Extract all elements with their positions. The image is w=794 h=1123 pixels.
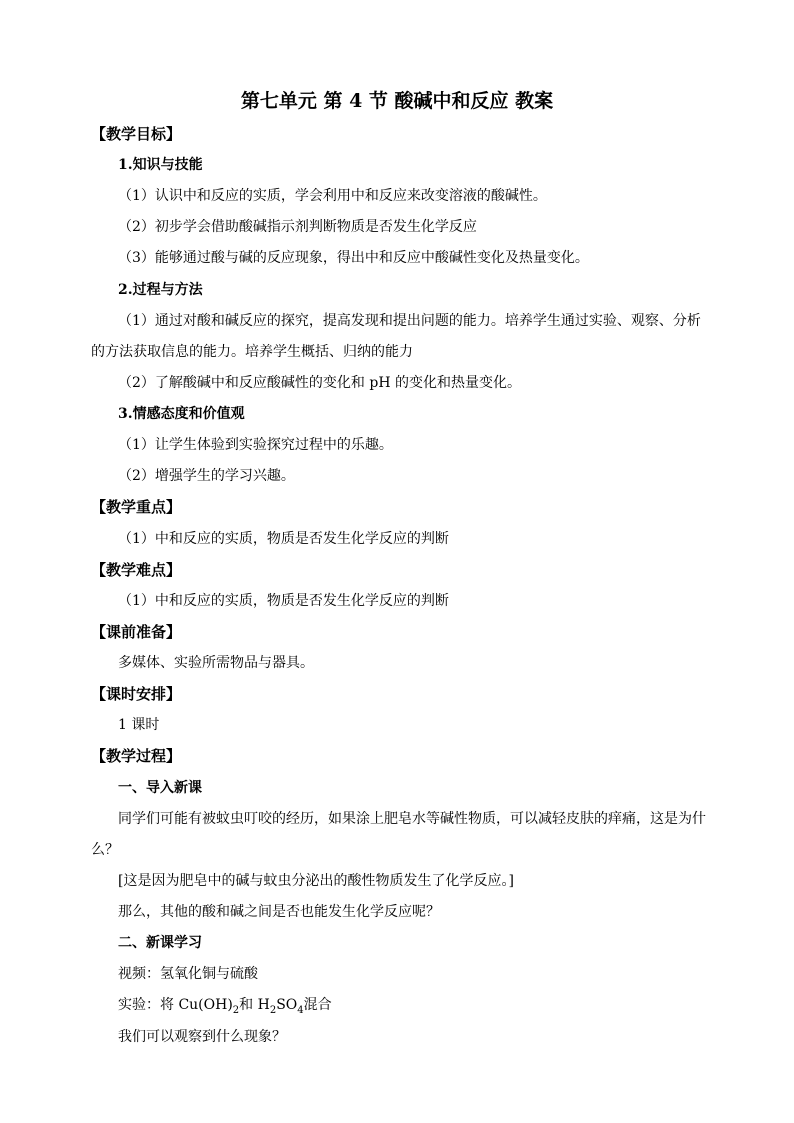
section-heading-goals: 【教学目标】	[91, 125, 182, 143]
section-heading-prep: 【课前准备】	[91, 623, 182, 641]
subscript: 2	[269, 1004, 277, 1016]
paragraph: （1）通过对酸和碱反应的探究，提高发现和提出问题的能力。培养学生通过实验、观察、分析	[118, 313, 701, 329]
paragraph: （2）初步学会借助酸碱指示剂判断物质是否发生化学反应	[118, 219, 477, 235]
subheading-attitude: 3.情感态度和价值观	[118, 406, 245, 422]
paragraph: （2）了解酸碱中和反应酸碱性的变化和 pH 的变化和热量变化。	[118, 375, 521, 391]
paragraph-experiment	[118, 995, 332, 1021]
paragraph: 多媒体、实验所需物品与器具。	[118, 655, 314, 671]
paragraph-continuation: 的方法获取信息的能力。培养学生概括、归纳的能力	[91, 344, 413, 360]
text: 和 H	[239, 997, 270, 1013]
paragraph: （3）能够通过酸与碱的反应现象，得出中和反应中酸碱性变化及热量变化。	[118, 250, 589, 266]
paragraph: （2）增强学生的学习兴趣。	[118, 468, 295, 484]
subheading-knowledge: 1.知识与技能	[118, 157, 203, 173]
paragraph: （1）认识中和反应的实质，学会利用中和反应来改变溶液的酸碱性。	[118, 188, 547, 204]
section-heading-schedule: 【课时安排】	[91, 685, 182, 703]
paragraph: 我们可以观察到什么现象？	[118, 1029, 286, 1045]
subscript: 2	[232, 1004, 240, 1016]
section-heading-difficulties: 【教学难点】	[91, 561, 182, 579]
paragraph: （1）让学生体验到实验探究过程中的乐趣。	[118, 437, 393, 453]
subheading-process-method: 2.过程与方法	[118, 282, 203, 298]
document-title: 第七单元 第 4 节 酸碱中和反应 教案	[240, 90, 554, 112]
paragraph: 同学们可能有被蚊虫叮咬的经历，如果涂上肥皂水等碱性物质，可以减轻皮肤的痒痛，这是为什	[118, 811, 706, 827]
text: SO	[276, 997, 298, 1013]
paragraph: [这是因为肥皂中的碱与蚊虫分泌出的酸性物质发生了化学反应。]	[118, 873, 514, 889]
paragraph: 1 课时	[118, 717, 160, 733]
paragraph: 视频：氢氧化铜与硫酸	[118, 966, 258, 982]
section-heading-process: 【教学过程】	[91, 747, 182, 765]
subheading-new-lesson: 二、新课学习	[118, 935, 202, 951]
text: 实验：将 Cu(OH)	[118, 997, 233, 1013]
subheading-intro: 一、导入新课	[118, 780, 202, 796]
paragraph-continuation: 么？	[91, 842, 119, 858]
text: 混合	[303, 997, 332, 1013]
subscript: 4	[297, 1004, 304, 1016]
paragraph: （1）中和反应的实质，物质是否发生化学反应的判断	[118, 531, 449, 547]
paragraph: 那么，其他的酸和碱之间是否也能发生化学反应呢？	[118, 904, 440, 920]
paragraph: （1）中和反应的实质，物质是否发生化学反应的判断	[118, 593, 449, 609]
section-heading-keypoints: 【教学重点】	[91, 498, 182, 516]
